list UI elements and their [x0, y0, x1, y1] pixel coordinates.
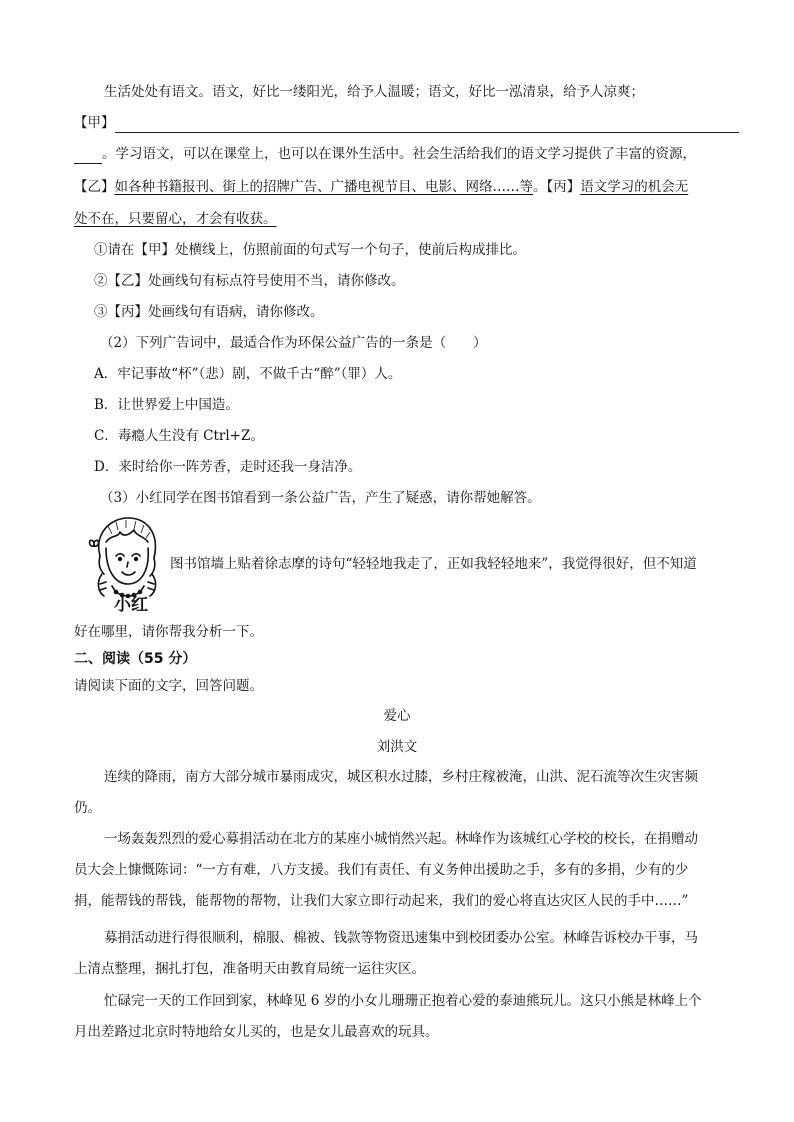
paragraph-2-line-2: 员大会上慷慨陈词：“一方有难，八方支援。我们有责任、有义务伸出援助之手，多有的多捐，少有的少	[74, 862, 689, 878]
paragraph-3-line-1: 募捐活动进行得很顺利，棉服、棉被、钱款等物资迅速集中到校团委办公室。林峰告诉校办干事，马	[104, 930, 698, 946]
jia-blank	[115, 118, 739, 133]
jia-label: 【甲】	[74, 115, 115, 131]
paragraph-3-line-2: 上清点整理，捆扎打包，准备明天由教育局统一运往灾区。	[74, 961, 425, 977]
paragraph-4-line-1: 忙碌完一天的工作回到家，林峰见 6 岁的小女儿珊珊正抱着心爱的泰迪熊玩儿。这只小熊是林峰上个	[104, 993, 702, 1009]
paragraph-4-line-2: 月出差路过北京时特地给女儿买的，也是女儿最喜欢的玩具。	[74, 1024, 439, 1040]
question-ad: （2）下列广告词中，最适合作为环保公益广告的一条是（ ）	[100, 335, 487, 351]
option-b: B．让世界爱上中国造。	[94, 397, 239, 413]
xiaohong-speech-1: 图书馆墙上贴着徐志摩的诗句“轻轻地我走了，正如我轻轻地来”，我觉得很好，但不知道	[170, 556, 697, 572]
yi-underlined-sentence: 如各种书籍报刊、街上的招牌广告、广播电视节目、电影、网络……等	[114, 179, 533, 195]
option-c: C．毒瘾人生没有 Ctrl+Z。	[94, 428, 264, 444]
question-3: ③【丙】处画线句有语病，请你修改。	[94, 304, 324, 320]
resources-text: 。学习语文，可以在课堂上，也可以在课外生活中。社会生活给我们的语文学习提供了丰富的资源，	[102, 146, 696, 162]
bing-label: 【丙】	[546, 179, 581, 195]
line-jia	[74, 113, 739, 133]
option-a: A．牢记事故“杯”（悲）剧，不做千古“醉”（罪）人。	[94, 366, 402, 382]
bing-underlined-sentence-2: 处不在，只要留心，才会有收获。	[74, 211, 277, 227]
yi-label: 【乙】	[74, 179, 115, 195]
yi-period: 。	[533, 179, 547, 195]
paragraph-1-line-2: 仍。	[74, 800, 101, 816]
question-1: ①请在【甲】处横线上，仿照前面的句式写一个句子，使前后构成排比。	[94, 242, 526, 258]
article-author: 刘洪文	[376, 739, 418, 755]
paragraph-1-line-1: 连续的降雨，南方大部分城市暴雨成灾，城区积水过膝，乡村庄稼被淹，山洪、泥石流等次生灾害频	[104, 769, 698, 785]
article-title: 爱心	[383, 708, 411, 724]
question-xiaohong-intro: （3）小红同学在图书馆看到一条公益广告，产生了疑惑，请你帮她解答。	[100, 490, 541, 506]
reading-instruction: 请阅读下面的文字，回答问题。	[74, 678, 263, 694]
xiaohong-name-label: 小红	[114, 595, 148, 615]
paragraph-2-line-3: 捐，能帮钱的帮钱，能帮物的帮物，让我们大家立即行动起来，我们的爱心将直达灾区人民的手中……”	[74, 893, 689, 909]
line-yi-bing	[74, 177, 688, 197]
option-d: D．来时给你一阵芳香，走时还我一身洁净。	[94, 459, 362, 475]
line-bing-cont	[74, 209, 277, 229]
bing-underlined-sentence-1: 语文学习的机会无	[580, 179, 689, 195]
line-resources	[74, 144, 696, 164]
line-intro: 生活处处有语文。语文，好比一缕阳光，给予人温暖；语文，好比一泓清泉，给予人凉爽；	[104, 84, 644, 100]
xiaohong-speech-2: 好在哪里，请你帮我分析一下。	[74, 624, 263, 640]
jia-blank-end	[74, 149, 102, 164]
question-2: ②【乙】处画线句有标点符号使用不当，请你修改。	[94, 273, 405, 289]
section-heading-reading: 二、阅读（55 分）	[74, 651, 197, 667]
paragraph-2-line-1: 一场轰轰烈烈的爱心募捐活动在北方的某座小城悄然兴起。林峰作为该城红心学校的校长，在捐赠动	[104, 831, 698, 847]
